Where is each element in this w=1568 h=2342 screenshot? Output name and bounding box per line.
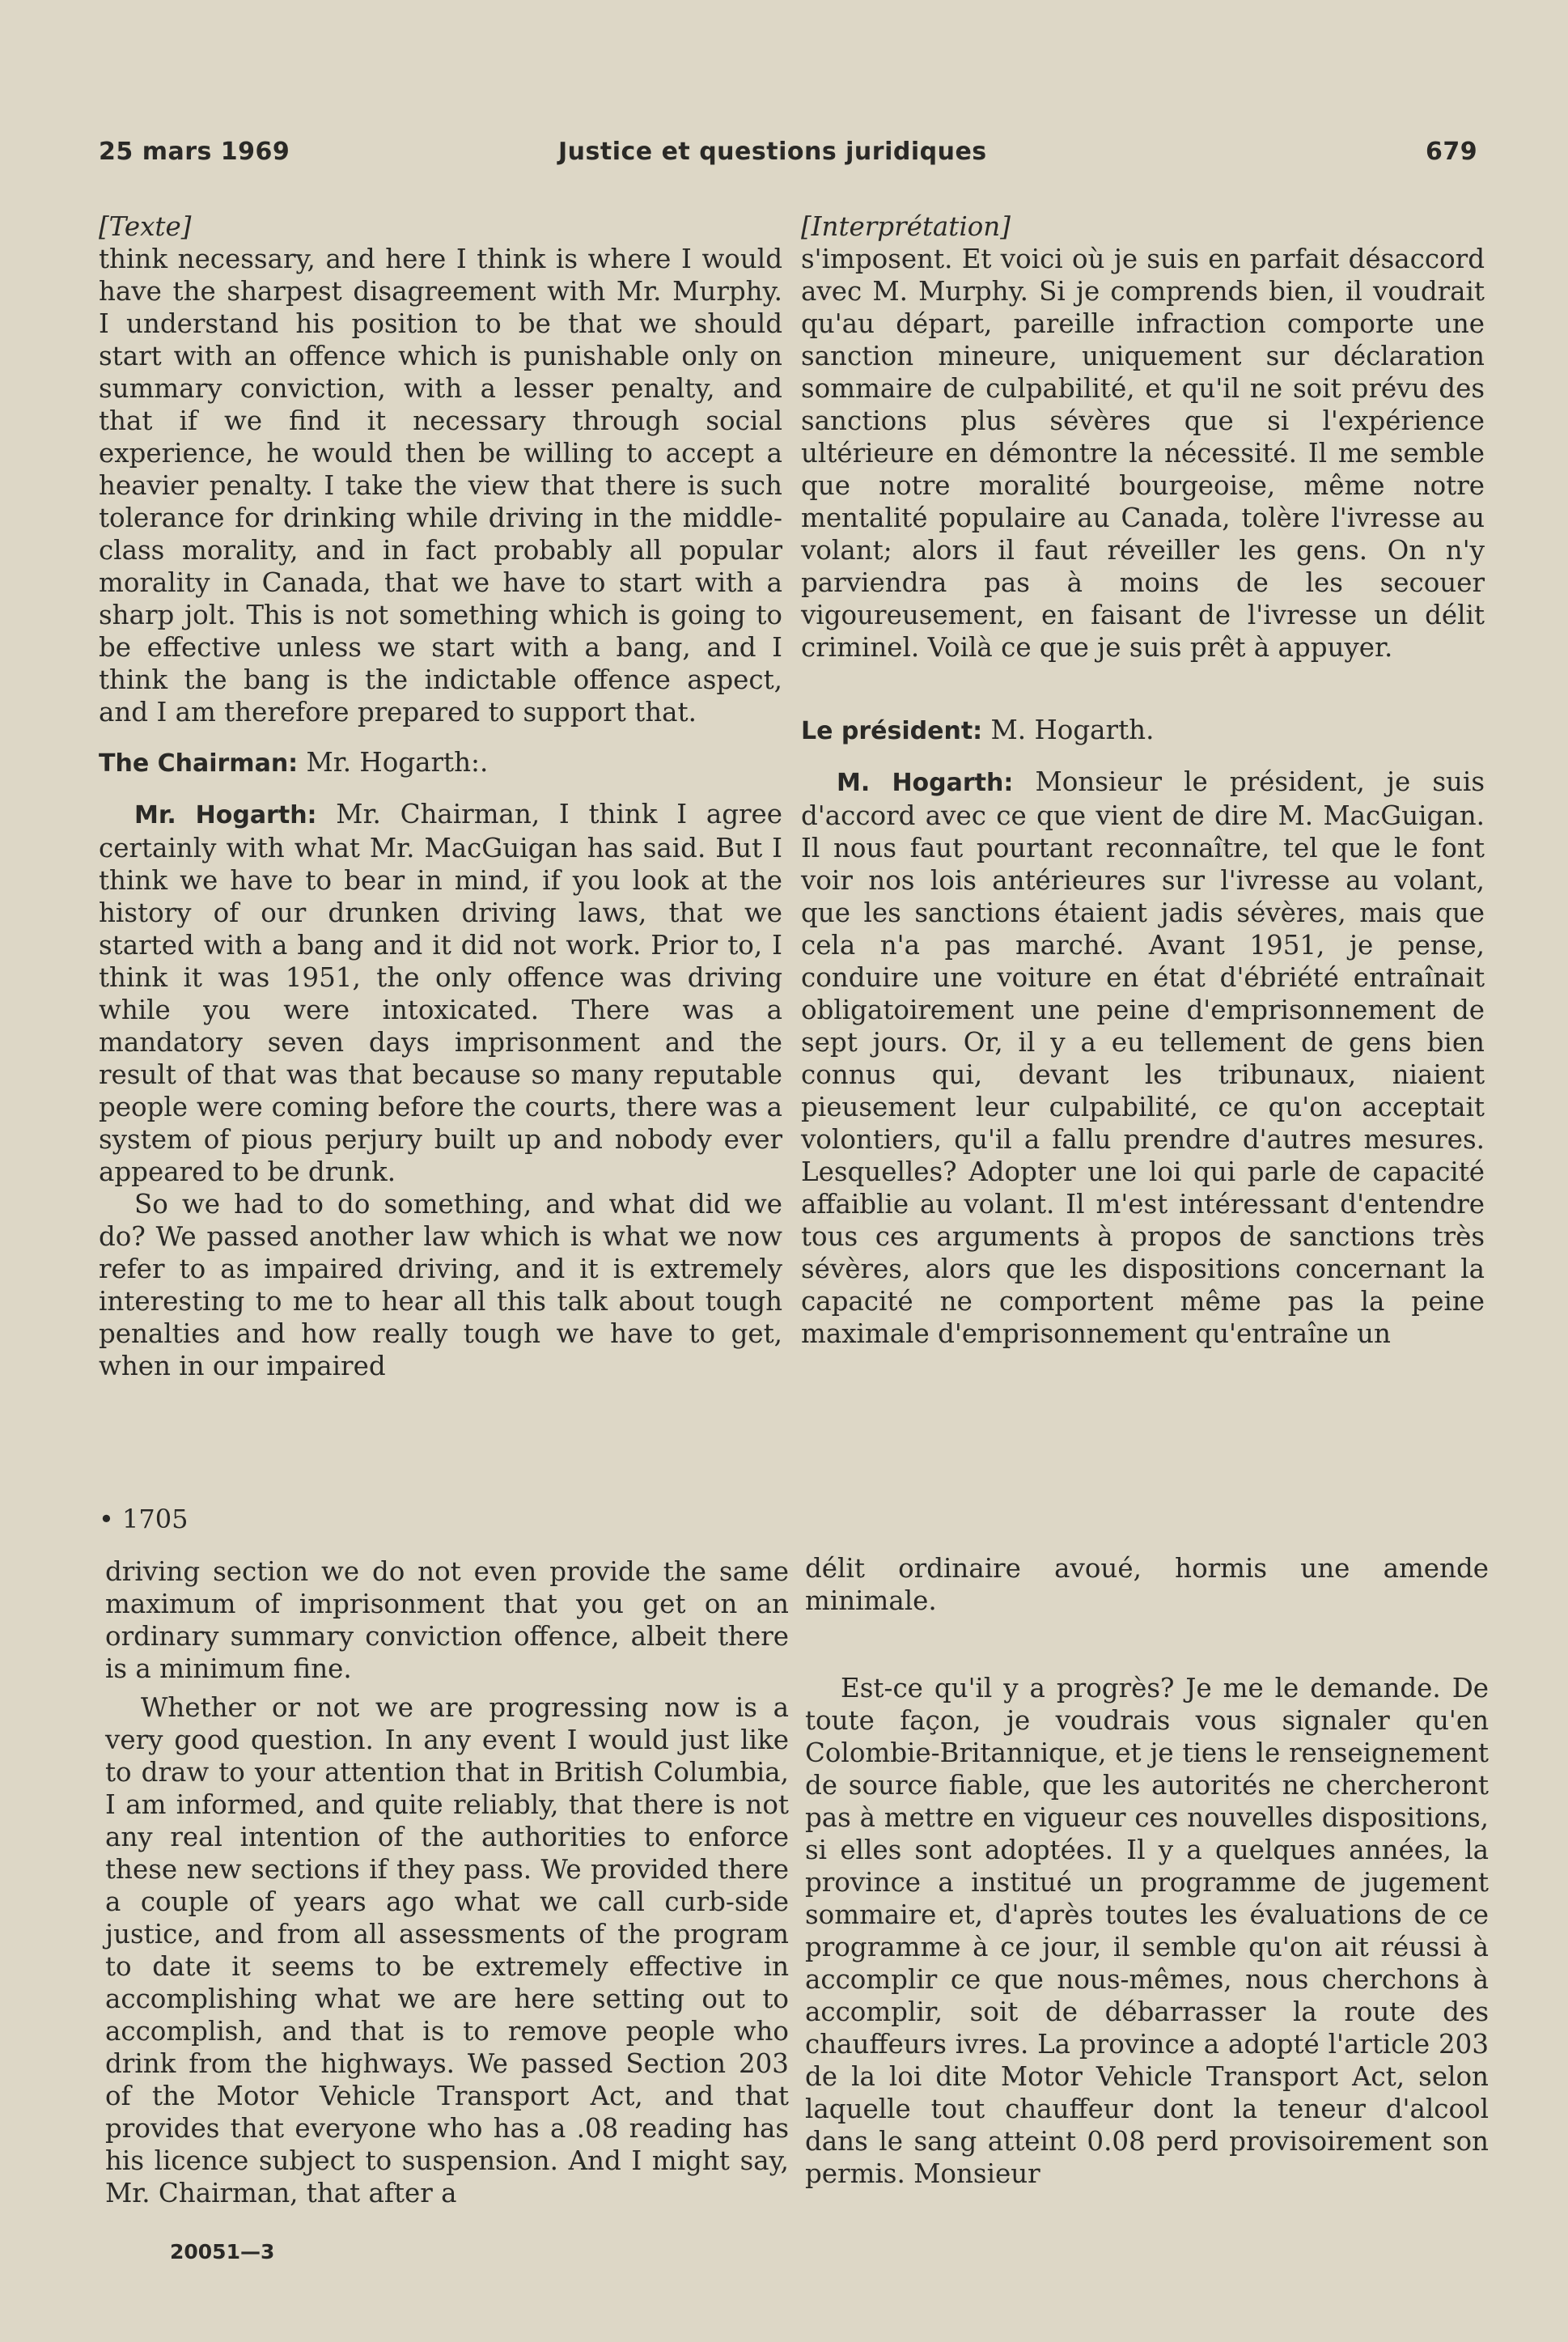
speaker-name: M. Hogarth: (837, 769, 1014, 797)
paragraph: Est-ce qu'il y a progrès? Je me le demande. De toute façon, je voudrais vous signaler qu'en Colombie-Britannique, et je tiens le renseignement de source fiable, que les autorités ne chercheront pas à mettre en vigueur ces nouvelles dispositions, si elles sont adoptées. Il y a quelques années, la province a institué un programme de jugement sommaire et, d'après toutes les évaluations de ce programme à ce jour, il semble qu'on ait réussi à accomplir ce que nous-mêmes, nous cherchons à accomplir, soit de débarrasser la route des chauffeurs ivres. La province a adopté l'article 203 de la loi dite Motor Vehicle Transport Act, selon laquelle tout chauffeur dont la teneur d'alcool dans le sang atteint 0.08 perd provisoirement son permis. Monsieur (805, 1673, 1489, 2189)
paragraph: think necessary, and here I think is where I would have the sharpest disagreement with Mr. Murphy. I understand his position to be that we should start with an offence which is punishable only on summary conviction, with a lesser penalty, and that if we find it necessary through social experience, he would then be willing to accept a heavier penalty. I take the view that there is such tolerance for drinking while driving in the middle-class morality, and in fact probably all popular morality in Canada, that we have to start with a sharp jolt. This is not something which is going to be effective unless we start with a bang, and I think the bang is the indictable offence aspect, and I am therefore prepared to support that. (99, 244, 782, 728)
timestamp: • 1705 (99, 1504, 189, 1534)
header-title: Justice et questions juridiques (558, 138, 987, 166)
speaker-name: The Chairman: (99, 749, 299, 778)
speaker-paragraph (801, 714, 1485, 748)
paragraph: délit ordinaire avoué, hormis une amende minimale. (805, 1553, 1489, 1616)
speaker-paragraph (99, 798, 782, 1188)
paragraph: Whether or not we are progressing now is a very good question. In any event I would just like to draw to your attention that in British Columbia, I am informed, and quite reliably, that there is not any real intention of the authorities to enforce these new sections if they pass. We provided there a couple of years ago what we call curb-side justice, and from all assessments of the program to date it seems to be extremely effective in accomplishing what we are here setting out to accomplish, and that is to remove people who drink from the highways. We passed Section 203 of the Motor Vehicle Transport Act, and that provides that everyone who has a .08 reading has his licence subject to suspension. And I might say, Mr. Chairman, that after a (105, 1692, 789, 2208)
speech-text: M. Hogarth. (982, 715, 1155, 745)
footer-code: 20051—3 (170, 2240, 275, 2264)
left-column-bottom (105, 1555, 789, 2209)
speaker-name: Mr. Hogarth: (134, 801, 317, 829)
speaker-name: Le président: (801, 717, 983, 745)
right-column-top (801, 210, 1485, 1350)
speaker-paragraph (99, 746, 782, 780)
language-tag: [Interprétation] (801, 211, 1011, 242)
header-date: 25 mars 1969 (99, 138, 290, 166)
speech-text: Mr. Hogarth:. (298, 747, 489, 778)
paragraph: So we had to do something, and what did we do? We passed another law which is what we now refer to as impaired driving, and it is extremely interesting to me to hear all this talk about tough penalties and how really tough we have to get, when in our impaired (99, 1189, 782, 1381)
language-tag: [Texte] (99, 211, 192, 242)
left-column-top (99, 210, 782, 1382)
page-number: 679 (1426, 138, 1478, 166)
right-column-bottom (805, 1552, 1489, 2190)
speaker-paragraph (801, 766, 1485, 1350)
speech-text: Monsieur le président, je suis d'accord avec ce que vient de dire M. MacGuigan. Il nous faut pourtant reconnaître, tel que le font voir nos lois antérieures sur l'ivresse au volant, que les sanctions étaient jadis sévères, mais que cela n'a pas marché. Avant 1951, je pense, conduire une voiture en état d'ébriété entraînait obligatoirement une peine d'emprisonnement de sept jours. Or, il y a eu tellement de gens bien connus qui, devant les tribunaux, niaient pieusement leur culpabilité, ce qu'on acceptait volontiers, qu'il a fallu prendre d'autres mesures. Lesquelles? Adopter une loi qui parle de capacité affaiblie au volant. Il m'est intéressant d'entendre tous ces arguments à propos de sanctions très sévères, alors que les dispositions concernant la capacité ne comportent même pas la peine maximale d'emprisonnement qu'entraîne un (801, 766, 1485, 1349)
paragraph: driving section we do not even provide the same maximum of imprisonment that you get on an ordinary summary conviction offence, albeit there is a minimum fine. (105, 1556, 789, 1684)
paragraph: s'imposent. Et voici où je suis en parfait désaccord avec M. Murphy. Si je comprends bien, il voudrait qu'au départ, pareille infraction comporte une sanction mineure, uniquement sur déclaration sommaire de culpabilité, et qu'il ne soit prévu des sanctions plus sévères que si l'expérience ultérieure en démontre la nécessité. Il me semble que notre moralité bourgeoise, même notre mentalité populaire au Canada, tolère l'ivresse au volant; alors il faut réveiller les gens. On n'y parviendra pas à moins de les secouer vigoureusement, en faisant de l'ivresse un délit criminel. Voilà ce que je suis prêt à appuyer. (801, 244, 1485, 663)
speech-text: Mr. Chairman, I think I agree certainly with what Mr. MacGuigan has said. But I think we have to bear in mind, if you look at the history of our drunken driving laws, that we started with a bang and it did not work. Prior to, I think it was 1951, the only offence was driving while you were intoxicated. There was a mandatory seven days imprisonment and the result of that was that because so many reputable people were coming before the courts, there was a system of pious perjury built up and nobody ever appeared to be drunk. (99, 799, 783, 1187)
